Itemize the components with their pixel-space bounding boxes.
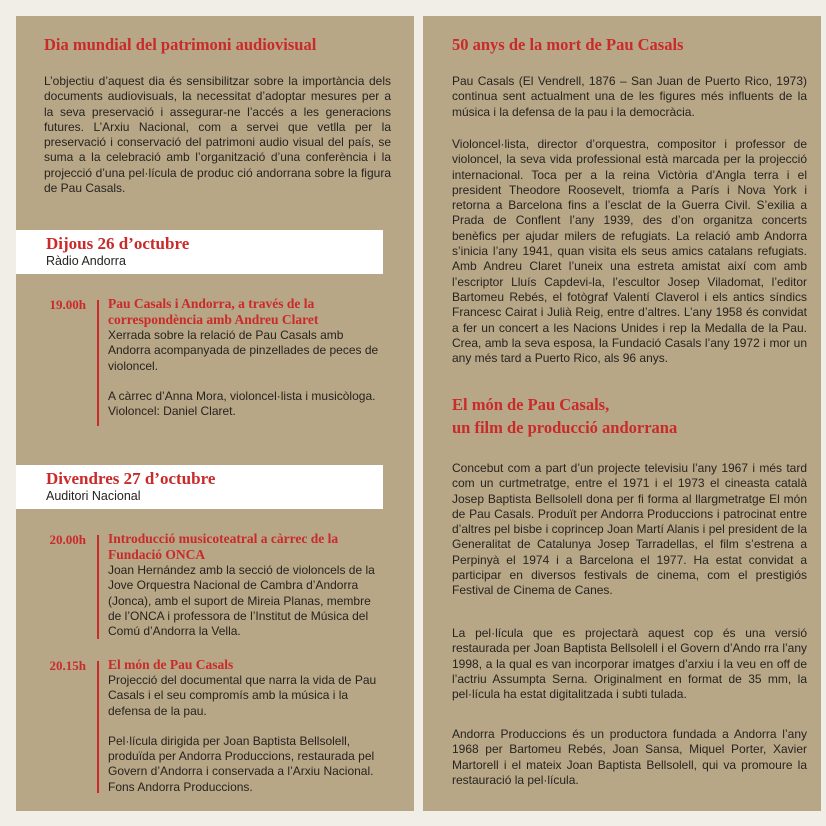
right-paragraph-3: Concebut com a part d’un projecte televisiu l’any 1967 i més tard com un curtmetratge, entre el 1971 i el 1973 el cineasta català Josep Baptista Bellsolell dona per fi forma al llargmetratge El món de Pau Casals. Produït per Andorra Produccions i patrocinat entre d’altres pel bisbe i coprincep Joan Martí Alanis i pel president de la Generalitat de Catalunya Josep Tarradellas, el film s’estrena a Perpinyà el 1974 i a Barcelona el 1977. Ha estat convidat a participar en diversos festivals de cinema, com el prestigiós Festival de Cinema de Canes.: [452, 461, 807, 598]
event-description: Joan Hernández amb la secció de violoncels de la Jove Orquestra Nacional de Cambra d’Andorra (Jonca), amb el suport de Mireia Planas, membre de l’ONCA i professora de l’Institut de Música del Comú d’Andorra la Vella.: [108, 563, 375, 639]
event-title: Introducció musicoteatral a càrrec de la Fundació ONCA: [108, 531, 339, 562]
day2-band: [16, 465, 383, 509]
event-description: Xerrada sobre la relació de Pau Casals amb Andorra acompanyada de pinzellades de peces de violoncel.: [108, 328, 379, 373]
day2-venue: Auditori Nacional: [46, 489, 141, 503]
event-divider: [97, 300, 99, 426]
event-description: Projecció del documental que narra la vida de Pau Casals i el seu compromís amb la música i la defensa de la pau.: [108, 673, 377, 718]
event-body: [108, 531, 386, 639]
left-intro: L’objectiu d’aquest dia és sensibilitzar sobre la importància dels documents audiovisuals, la necessitat d’adoptar mesures per a la seva preservació i assegurar-ne l’accés a les generacions futures. L’Arxiu Nacional, com a servei que vetlla per la preservació i conservació del patrimoni audio visual del país, se suma a la celebració amb l’organització d’una conferència i la projecció d’una pel·lícula de produc ció andorrana sobre la figura de Pau Casals.: [44, 74, 391, 196]
left-heading: Dia mundial del patrimoni audiovisual: [44, 35, 317, 54]
event-body: [108, 296, 386, 419]
day1-band: [16, 230, 383, 274]
day1-date: Dijous 26 d’octubre: [46, 234, 190, 253]
event-time: 20.15h: [49, 658, 86, 673]
event-cello: Violoncel: Daniel Claret.: [108, 404, 236, 419]
event-divider: [97, 661, 99, 793]
right-paragraph-4: La pel·lícula que es projectarà aquest cop és una versió restaurada per Joan Baptista Bellsolell i el Govern d’Ando rra l’any 1998, a la qual es van incorporar imatges d’arxiu i la veu en off de l’actriu Assumpta Serna. Originalment en format de 35 mm, la pel·lícula ha estat digitalitzada i subti tulada.: [452, 626, 807, 702]
event-speaker: A càrrec d’Anna Mora, violoncel·lista i musicòloga.: [108, 388, 376, 403]
event-time: 20.00h: [49, 532, 86, 547]
event-divider: [97, 535, 99, 639]
right-heading-anniversary: 50 anys de la mort de Pau Casals: [452, 35, 684, 54]
right-heading-film-line1: El món de Pau Casals,: [452, 395, 610, 414]
event-body: [108, 657, 386, 795]
event-time: 19.00h: [49, 297, 86, 312]
right-paragraph-5: Andorra Produccions és un productora fundada a Andorra l’any 1968 per Bartomeu Rebés, Joan Sansa, Miquel Porter, Xavier Martorell i el mateix Joan Baptista Bellsolell, qui va promoure la restauració la pel·lícula.: [452, 727, 807, 787]
day1-venue: Ràdio Andorra: [46, 254, 126, 268]
event-credits: Pel·lícula dirigida per Joan Baptista Bellsolell, produïda per Andorra Produccions, restaurada pel Govern d’Andorra i conservada a l’Arxiu Nacional. Fons Andorra Produccions.: [108, 733, 375, 794]
event-title: Pau Casals i Andorra, a través de la correspondència amb Andreu Claret: [108, 296, 319, 327]
day2-date: Divendres 27 d’octubre: [46, 469, 216, 488]
right-paragraph-2: Violoncel·lista, director d’orquestra, compositor i professor de violoncel, la seva vida professional està marcada per la projecció internacional. Toca per a la reina Victòria d’Angla terra i el president Theodore Roosevelt, triomfa a París i Nova York i retorna a Barcelona fins a l’esclat de la Guerra Civil. S’exilia a Prada de Conflent l’any 1939, des d’on organitza concerts benèfics per ajudar milers de refugiats. La relació amb Andorra s’inicia l’any 1941, quan visita els seus amics catalans refugiats. Amb Andreu Claret l’uneix una estreta amistat així com amb l’escriptor Lluís Capdevi-la, l’escultor Josep Viladomat, l’editor Bartomeu Rebés, el fotògraf Valentí Claverol i els antics síndics Francesc Cairat i Julià Reig, entre d’altres. L’any 1958 és convidat a fer un concert a les Nacions Unides i rep la Medalla de la Pau. Crea, amb la seva esposa, la Fundació Casals l’any 1972 i mor un any més tard a Puerto Rico, als 96 anys.: [452, 137, 807, 366]
right-heading-film-line2: un film de producció andorrana: [452, 418, 678, 437]
right-paragraph-1: Pau Casals (El Vendrell, 1876 – San Juan de Puerto Rico, 1973) continua sent actualment una de les figures més influents de la música i la defensa de la pau i la democràcia.: [452, 74, 807, 119]
left-panel: [16, 16, 414, 811]
right-panel: [423, 16, 821, 811]
event-title: El món de Pau Casals: [108, 657, 234, 672]
